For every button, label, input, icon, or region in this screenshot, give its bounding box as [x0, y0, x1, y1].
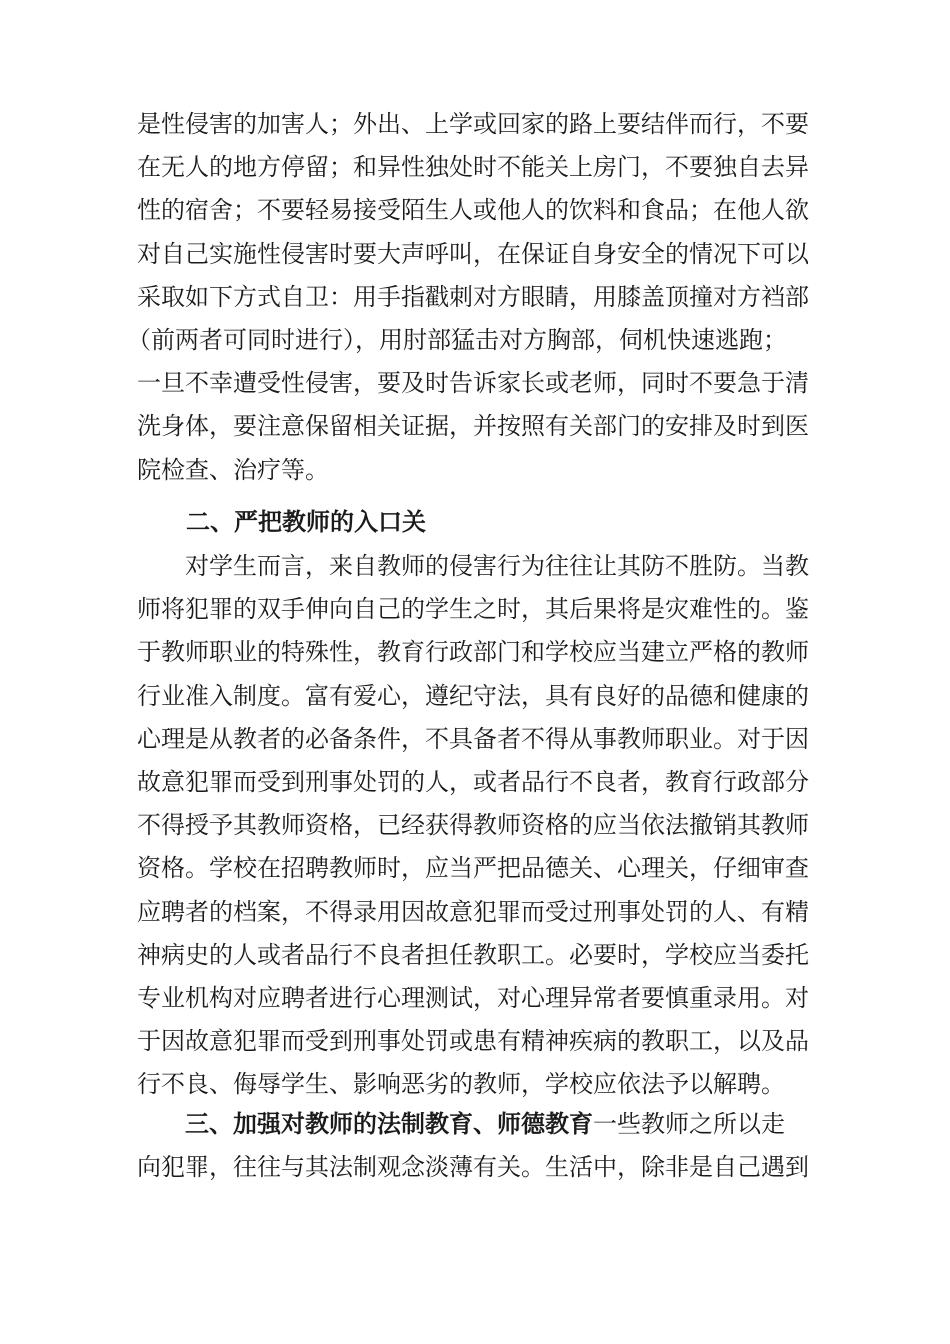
paragraph-3 [137, 1103, 823, 1189]
paragraph-3-line: 向犯罪，往往与其法制观念淡薄有关。生活中，除非是自己遇到 [137, 1153, 809, 1182]
paragraph-2-line: 于因故意犯罪而受到刑事处罚或患有精神疾病的教职工，以及品 [137, 1027, 809, 1056]
paragraph-1-line: 性的宿舍；不要轻易接受陌生人或他人的饮料和食品；在他人欲 [137, 196, 809, 225]
paragraph-2-line: 行不良、侮辱学生、影响恶劣的教师，学校应依法予以解聘。 [137, 1070, 785, 1099]
paragraph-2-line: 师将犯罪的双手伸向自己的学生之时，其后果将是灾难性的。鉴 [137, 595, 809, 624]
paragraph-2-line: 应聘者的档案，不得录用因故意犯罪而受过刑事处罚的人、有精 [137, 897, 809, 926]
paragraph-2-line: 不得授予其教师资格，已经获得教师资格的应当依法撤销其教师 [137, 811, 809, 840]
paragraph-1-line: 院检查、治疗等。 [137, 455, 329, 484]
paragraph-1-line: 对自己实施性侵害时要大声呼叫，在保证自身安全的情况下可以 [137, 239, 809, 268]
section-heading-3: 三、加强对教师的法制教育、师德教育 [185, 1110, 593, 1138]
paragraph-2-line: 于教师职业的特殊性，教育行政部门和学校应当建立严格的教师 [137, 638, 809, 667]
paragraph-1-line: 一旦不幸遭受性侵害，要及时告诉家长或老师，同时不要急于清 [137, 369, 809, 398]
paragraph-1-line: （前两者可同时进行），用肘部猛击对方胸部，伺机快速逃跑； [127, 325, 787, 354]
paragraph-3-first-line [137, 1103, 823, 1146]
paragraph-3-text: 一些教师之所以走 [593, 1110, 785, 1138]
paragraph-1-line: 采取如下方式自卫：用手指戳刺对方眼睛，用膝盖顶撞对方裆部 [137, 282, 809, 311]
paragraph-2 [137, 545, 823, 1106]
paragraph-1-line: 洗身体，要注意保留相关证据，并按照有关部门的安排及时到医 [137, 412, 809, 441]
paragraph-1-line: 是性侵害的加害人；外出、上学或回家的路上要结伴而行，不要 [137, 110, 809, 138]
paragraph-2-line: 专业机构对应聘者进行心理测试，对心理异常者要慎重录用。对 [137, 983, 809, 1012]
paragraph-2-line: 资格。学校在招聘教师时，应当严把品德关、心理关，仔细审查 [137, 854, 809, 883]
paragraph-1 [127, 103, 823, 492]
paragraph-2-line: 对学生而言，来自教师的侵害行为往往让其防不胜防。当教 [185, 552, 809, 580]
paragraph-2-line: 心理是从教者的必备条件，不具备者不得从事教师职业。对于因 [137, 724, 809, 753]
paragraph-2-line: 行业准入制度。富有爱心，遵纪守法，具有良好的品德和健康的 [137, 681, 809, 710]
paragraph-1-line: 在无人的地方停留；和异性独处时不能关上房门，不要独自去异 [137, 153, 809, 182]
section-heading-2: 二、严把教师的入口关 [186, 508, 426, 536]
paragraph-2-line: 故意犯罪而受到刑事处罚的人，或者品行不良者，教育行政部分 [137, 767, 809, 796]
paragraph-2-line: 神病史的人或者品行不良者担任教职工。必要时，学校应当委托 [137, 940, 809, 969]
